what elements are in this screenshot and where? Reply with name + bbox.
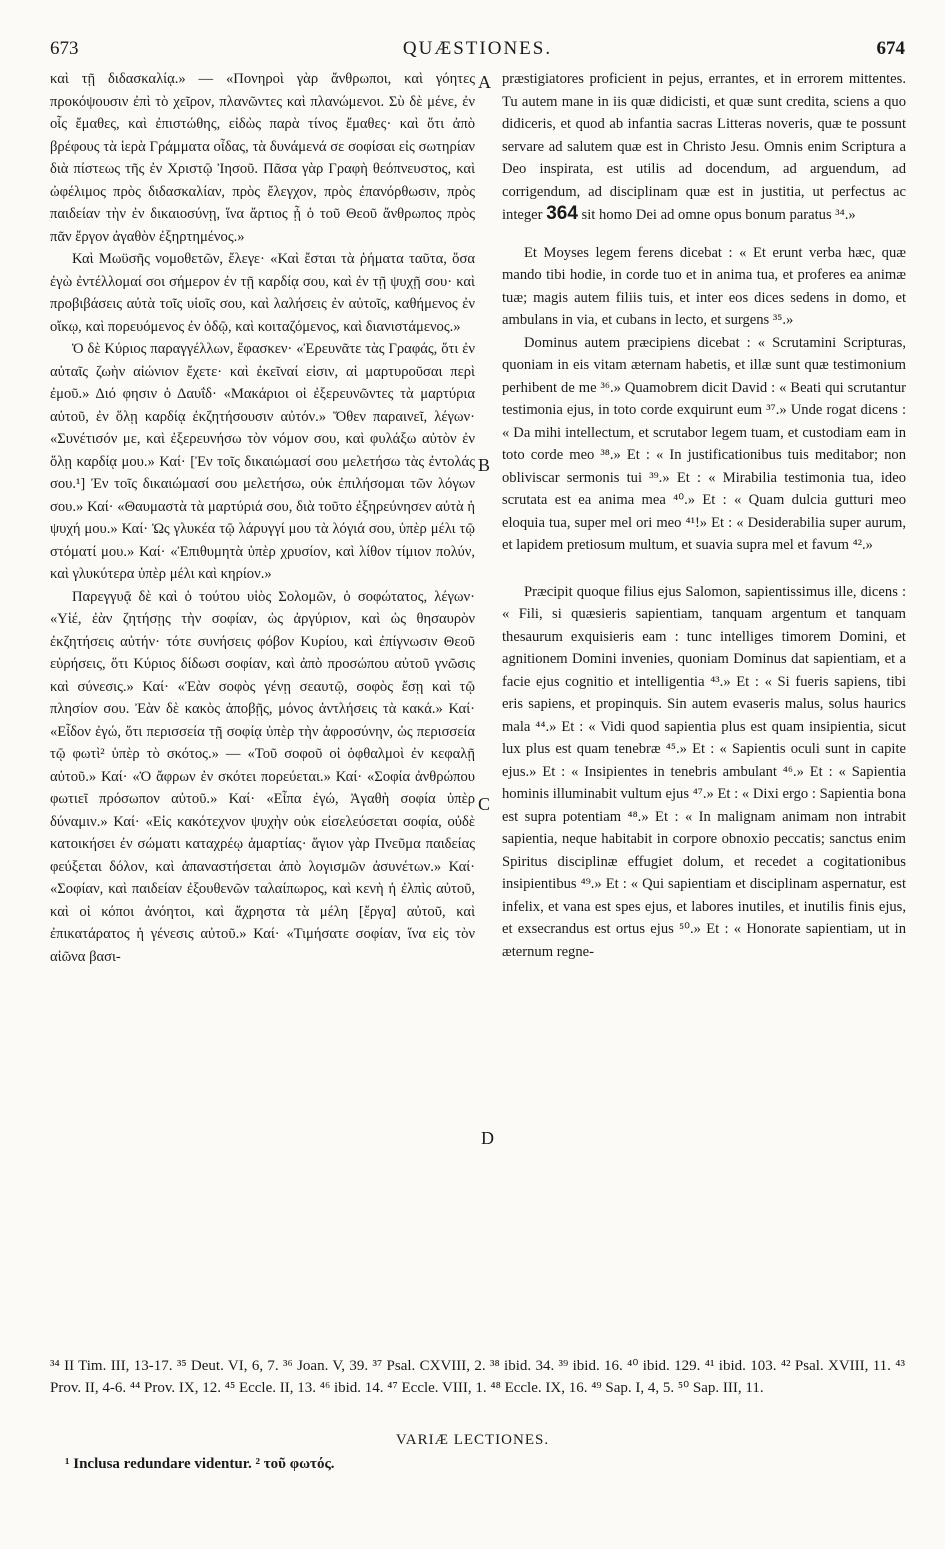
- margin-letter-a: A: [478, 72, 491, 92]
- latin-paragraph: Præcipit quoque filius ejus Salomon, sapientissimus ille, dicens : « Fili, si quæsieris sapientiam, tanquam argentum et tanquam thesaurum exquisieris eam : tunc intelliges timorem Domini, et agnitionem Domini invenies, quoniam Dominus dat sapientiam, et a facie ejus cognitio et intelligentia ⁴³.» Et : « Si fueris sapiens, tibi eris sapiens, et propinquis. Sin autem evaseris malus, solus haurics mala ⁴⁴.» Et : « Vidi quod sapientia plus est quam insipientia, sicut lux plus est quam tenebræ ⁴⁵.» Et : « Sapientis oculi sunt in capite ejus.» Et : « Insipientes in tenebris ambulant ⁴⁶.» Et : « Sapientia hominis illuminabit vultum ejus ⁴⁷.» Et : « Dixi ergo : Sapientia bona est supra potentiam ⁴⁸.» Et : « In malignam animam non intrabit sapientia, neque habitabit in corpore obnoxio peccatis; sanctus enim Spiritus disciplinæ effugiet dolum, et recedet a cogitationibus insipientibus ⁴⁹.» Et : « Qui sapientiam et disciplinam aspernatur, est infelix, et vana est spes ejus, et labores inutiles, et inutilis finis ejus, et exsecrandus est ortus ejus ⁵⁰.» Et : « Honorate sapientiam, ut in æternum regne-: [502, 583, 906, 960]
- greek-column: [50, 68, 475, 968]
- footnote-line: ³⁴ II Tim. III, 13-17. ³⁵ Deut. VI, 6, 7. ³⁶ Joan. V, 39. ³⁷ Psal. CXVIII, 2. ³⁸ ibid. 34. ³⁹ ibid. 16. ⁴⁰ ibid. 129. ⁴¹ ibid. 103. ⁴² Psal. XVIII, 11. ⁴³ Prov. II, 4-6. ⁴⁴ Prov. IX, 12. ⁴⁵ Eccle. II, 13. ⁴⁶ ibid. 14. ⁴⁷ Eccle. VIII, 1. ⁴⁸ Eccle. IX, 16. ⁴⁹ Sap. I, 4, 5. ⁵⁰ Sap. III, 11.: [50, 1358, 905, 1396]
- column-number: 364: [546, 203, 578, 224]
- page-header: [50, 32, 905, 68]
- greek-paragraph: καὶ τῇ διδασκαλίᾳ.» — «Πονηροὶ γὰρ ἄνθρωποι, καὶ γόητες προκόψουσιν ἐπὶ τὸ χεῖρον, πλανῶντες καὶ πλανώμενοι. Σὺ δὲ μένε, ἐν οἷς ἔμαθες, καὶ ἐπιστώθης, εἰδὼς παρὰ τίνος ἔμαθες· καὶ ὅτι ἀπὸ βρέφους τὰ ἱερὰ Γράμματα οἶδας, τὰ δυνάμενά σε σοφίσαι εἰς σωτηρίαν διὰ πίστεως τῆς ἐν Χριστῷ Ἰησοῦ. Πᾶσα γὰρ Γραφὴ θεόπνευστος, καὶ ὠφέλιμος πρὸς διδασκαλίαν, πρὸς ἔλεγχον, πρὸς ἐπανόρθωσιν, πρὸς παιδείαν τὴν ἐν δικαιοσύνῃ, ἵνα ἄρτιος ᾖ ὁ τοῦ Θεοῦ ἄνθρωπος πρὸς πᾶν ἔργον ἀγαθὸν ἐξηρτημένος.»: [50, 71, 475, 245]
- latin-text: præstigiatores proficient in pejus, errantes, et in errorem mittentes. Tu autem mane in iis quæ didicisti, et quæ sunt credita, sciens a quo didiceris, et quod ab infantia sacras Litteras noveris, quæ te possunt servare ad salutem quæ est in Christo Jesu. Omnis enim Scriptura a Deo inspirata, est utilis ad docendum, ad arguendum, ad corrigendum, ad disciplinam quæ est in justitia, ut perfectus ac integer: [502, 71, 906, 223]
- latin-column: [502, 68, 906, 963]
- variae-lectiones-note: ¹ Inclusa redundare videntur. ² τοῦ φωτός.: [65, 1456, 335, 1472]
- greek-paragraph: Ὁ δὲ Κύριος παραγγέλλων, ἔφασκεν· «Ἐρευνᾶτε τὰς Γραφάς, ὅτι ἐν αὐταῖς ζωὴν αἰώνιον ἔχετε· καὶ ἐκεῖναί εἰσιν, αἱ μαρτυροῦσαι περὶ ἐμοῦ.» Διό φησιν ὁ Δαυΐδ· «Μακάριοι οἱ ἐξερευνῶντες τὰ μαρτύρια αὐτοῦ, ἐν ὅλῃ καρδίᾳ ἐκζητήσουσιν αὐτόν.» Ὅθεν παραινεῖ, λέγων· «Συνέτισόν με, καὶ ἐξερευνήσω τὸν νόμον σου, καὶ φυλάξω αὐτὸν ἐν ὅλῃ καρδίᾳ μου.» Καί· [Ἐν τοῖς δικαιώμασί σου μελετήσω τὰς ἐντολάς σου.¹] Ἐν τοῖς δικαιώμασί σου μελετήσω, οὐκ ἐπιλήσομαι τῶν λόγων σου.» Καί· «Θαυμαστὰ τὰ μαρτύριά σου, διὰ τοῦτο ἐξηρεύνησεν αὐτὰ ἡ ψυχή μου.» Καί· Ὡς γλυκέα τῷ λάρυγγί μου τὰ λόγιά σου, ὑπὲρ μέλι τῷ στόματί μου.» Καί· «Ἐπιθυμητὰ ὑπὲρ χρυσίον, καὶ λίθον τίμιον πολύν, καὶ γλυκύτερα ὑπὲρ μέλι καὶ κηρίον.»: [50, 341, 475, 582]
- running-title: QUÆSTIONES.: [402, 38, 553, 59]
- latin-text: sit homo Dei ad omne opus bonum paratus ³⁴.»: [581, 207, 856, 223]
- latin-paragraph: Et Moyses legem ferens dicebat : « Et erunt verba hæc, quæ mando tibi hodie, in corde tuo et in anima tua, et proferes ea animæ tuæ; magis autem filiis tuis, et inter eos dices sedens in domo, et ambulans in via, et cubans in lecto, et surgens ³⁵.»: [502, 244, 906, 328]
- margin-letter-b: B: [478, 455, 491, 475]
- variae-lectiones-heading: VARIÆ LECTIONES.: [395, 1432, 550, 1448]
- margin-letter-c: C: [478, 794, 491, 814]
- greek-paragraph: Καὶ Μωϋσῆς νομοθετῶν, ἔλεγε· «Καὶ ἔσται τὰ ῥήματα ταῦτα, ὅσα ἐγὼ ἐντέλλομαί σοι σήμερον ἐν τῇ καρδίᾳ σου, καὶ ἐν τῇ ψυχῇ σου· καὶ προβιβάσεις αὐτὰ τοῖς υἱοῖς σου, καὶ λαλήσεις ἐν αὐτοῖς, καθήμενος ἐν οἴκῳ, καὶ πορευόμενος ἐν ὁδῷ, καὶ κοιταζόμενος, καὶ διανιστάμενος.»: [50, 251, 475, 335]
- footnotes: [50, 1355, 905, 1399]
- margin-letter-d: D: [481, 1128, 494, 1148]
- latin-paragraph: [502, 68, 906, 227]
- page-number-left: 673: [50, 38, 79, 59]
- latin-paragraph: Dominus autem præcipiens dicebat : « Scrutamini Scripturas, quoniam in eis vitam æternam habetis, et illæ sunt quæ testimonium perhibent de me ³⁶.» Quamobrem dicit David : « Beati qui scrutantur testimonia ejus, in toto corde exquirunt eum ³⁷.» Unde rogat dicens : « Da mihi intellectum, et scrutabor legem tuam, et custodiam eam in toto corde meo ³⁸.» Et : « In justificationibus tuis meditabor; non obliviscar sermonis tui ³⁹.» Et : « Mirabilia testimonia tua, ideo scrutata est ea anima mea ⁴⁰.» Et : « Quam dulcia gutturi meo eloquia tua, super mel ori meo ⁴¹!» Et : « Desiderabilia super aurum, et lapidem pretiosum multum, et suavia supra mel et favum ⁴².»: [502, 334, 906, 553]
- page-number-right: 674: [876, 38, 905, 59]
- greek-paragraph: Παρεγγυᾷ δὲ καὶ ὁ τούτου υἱὸς Σολομῶν, ὁ σοφώτατος, λέγων· «Υἱέ, ἐὰν ζητήσῃς τὴν σοφίαν, ὡς ἀργύριον, καὶ ὡς θησαυρὸν ἐκζητήσεις αὐτήν· τότε συνήσεις φόβον Κυρίου, καὶ ἐπίγνωσιν Θεοῦ εὑρήσεις, ὅτι Κύριος δίδωσι σοφίαν, καὶ ἀπὸ προσώπου αὐτοῦ γνῶσις καὶ σύνεσις.» Καί· «Ἐὰν σοφὸς γένῃ σεαυτῷ, σοφὸς ἔσῃ καὶ τῷ πλησίον σου. Ἐὰν δὲ κακὸς ἀποβῇς, μόνος ἀντλήσεις τὰ κακά.» Καί· «Εἶδον ἐγώ, ὅτι περισσεία τῇ σοφίᾳ ὑπὲρ τὴν ἀφροσύνην, ὡς περισσεία τῷ φωτὶ² ὑπὲρ τὸ σκότος.» — «Τοῦ σοφοῦ οἱ ὀφθαλμοὶ ἐν κεφαλῇ αὐτοῦ.» Καί· «Ὁ ἄφρων ἐν σκότει πορεύεται.» Καί· «Σοφία ἀνθρώπου φωτιεῖ πρόσωπον αὐτοῦ.» Καί· «Εἶπα ἐγώ, Ἀγαθὴ σοφία ὑπὲρ δύναμιν.» Καί· «Εἰς κακότεχνον ψυχὴν οὐκ εἰσελεύσεται σοφία, οὐδὲ κατοικήσει ἐν σώματι καταχρέῳ ἁμαρτίας· ἅγιον γὰρ Πνεῦμα παιδείας φεύξεται δόλον, καὶ ἀπαναστήσεται ἀπὸ λογισμῶν ἀσυνέτων.» Καί· «Σοφίαν, καὶ παιδείαν ἐξουθενῶν ταλαίπωρος, καὶ κενὴ ἡ ἐλπὶς αὐτοῦ, καὶ οἱ κόποι ἀνόητοι, καὶ ἄχρηστα τὰ μέλη [ἔργα] αὐτοῦ, καὶ ἐπικατάρατος ἡ γένεσις αὐτοῦ.» Καί· «Τιμήσατε σοφίαν, ἵνα εἰς τὸν αἰῶνα βασι-: [50, 588, 475, 965]
